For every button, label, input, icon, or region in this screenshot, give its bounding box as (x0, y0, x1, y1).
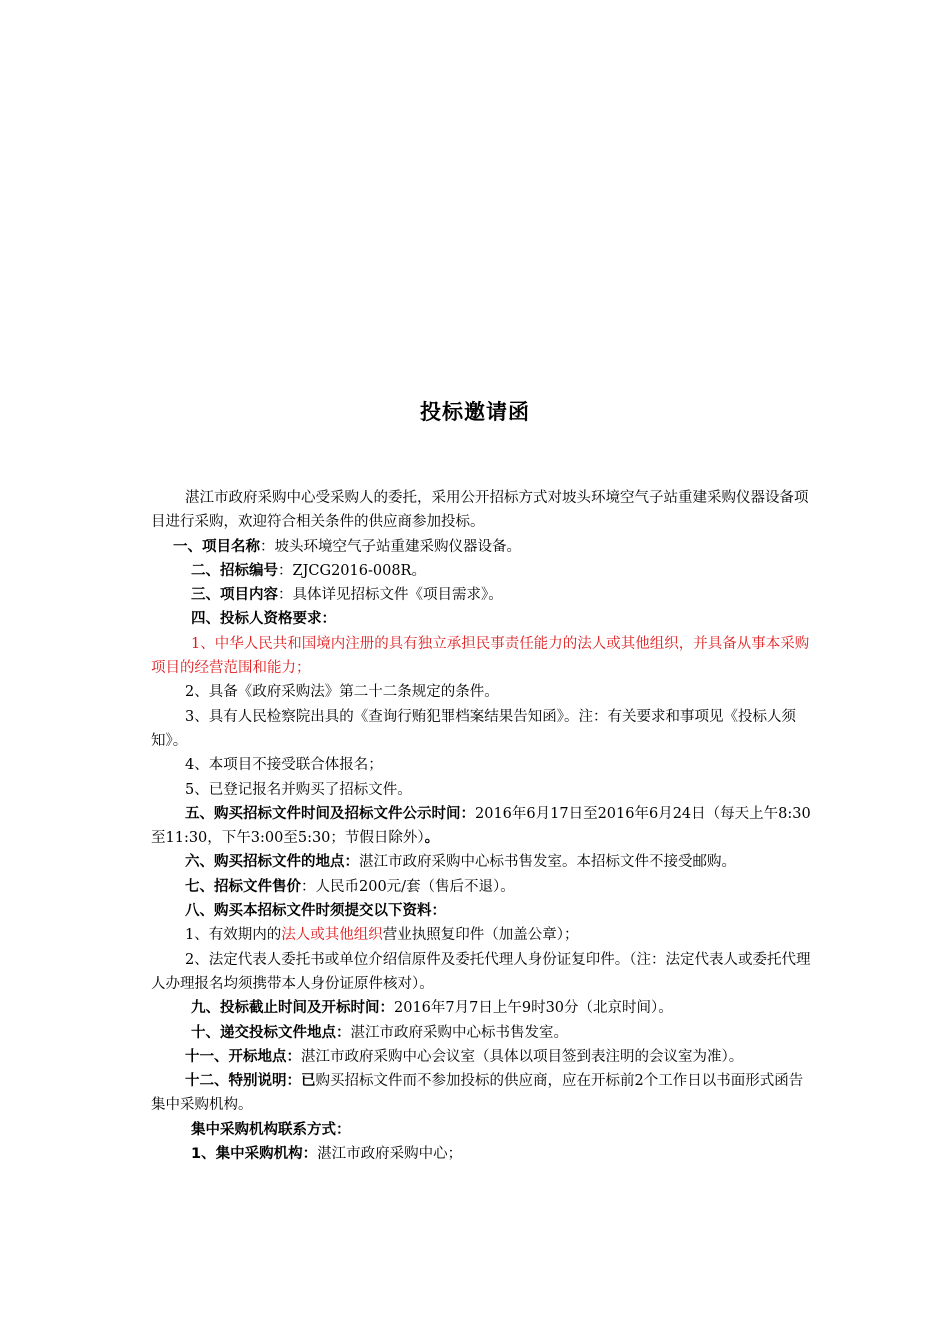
section-tender-number: 二、招标编号：ZJCG2016-008R。 (191, 562, 426, 579)
document-body (151, 486, 811, 1166)
section-deadline: 九、投标截止时间及开标时间：2016年7月7日上午9时30分（北京时间）。 (191, 1000, 673, 1017)
section-contact: 集中采购机构联系方式： (191, 1121, 351, 1138)
section-purchase-time: 五、购买招标文件时间及招标文件公示时间：2016年6月17日至2016年6月24日（每天上午8:30至11:30，下午3:00至5:30；节假日除外）。 (151, 805, 811, 847)
section-project-name: 一、项目名称：坡头环境空气子站重建采购仪器设备。 (173, 538, 521, 555)
section-project-content: 三、项目内容：具体详见招标文件《项目需求》。 (191, 587, 503, 604)
intro-paragraph: 湛江市政府采购中心受采购人的委托，采用公开招标方式对坡头环境空气子站重建采购仪器设备项目进行采购，欢迎符合相关条件的供应商参加投标。 (151, 490, 809, 531)
contact-item-1: 1、集中采购机构：湛江市政府采购中心； (191, 1146, 463, 1163)
qualification-item-5: 5、已登记报名并购买了招标文件。 (185, 781, 412, 798)
qualification-item-4: 4、本项目不接受联合体报名； (185, 757, 383, 774)
qualification-item-3: 3、具有人民检察院出具的《查询行贿犯罪档案结果告知函》。注：有关要求和事项见《投标人须知》。 (151, 708, 796, 749)
section-document-price: 七、招标文件售价：人民币200元/套（售后不退）。 (185, 878, 515, 895)
section-submission-location: 十、递交投标文件地点：湛江市政府采购中心标书售发室。 (191, 1024, 568, 1041)
section-purchase-location: 六、购买招标文件的地点：湛江市政府采购中心标书售发室。本招标文件不接受邮购。 (185, 854, 736, 871)
section-required-materials: 八、购买本招标文件时须提交以下资料： (185, 903, 446, 920)
materials-item-2: 2、法定代表人委托书或单位介绍信原件及委托代理人身份证复印件。（注：法定代表人或委托代理人办理报名均须携带本人身份证原件核对）。 (151, 951, 811, 992)
section-opening-location: 十一、开标地点：湛江市政府采购中心会议室（具体以项目签到表注明的会议室为准）。 (185, 1048, 744, 1065)
qualification-item-2: 2、具备《政府采购法》第二十二条规定的条件。 (185, 684, 499, 701)
page-title: 投标邀请函 (420, 400, 530, 424)
section-special-notice: 十二、特别说明：已购买招标文件而不参加投标的供应商，应在开标前2个工作日以书面形式函告集中采购机构。 (151, 1073, 804, 1114)
materials-item-1: 1、有效期内的法人或其他组织营业执照复印件（加盖公章）； (185, 927, 579, 944)
qualification-item-1: 1、中华人民共和国境内注册的具有独立承担民事责任能力的法人或其他组织，并具备从事本采购项目的经营范围和能力； (151, 635, 810, 677)
section-bidder-qualification: 四、投标人资格要求： (191, 611, 336, 628)
